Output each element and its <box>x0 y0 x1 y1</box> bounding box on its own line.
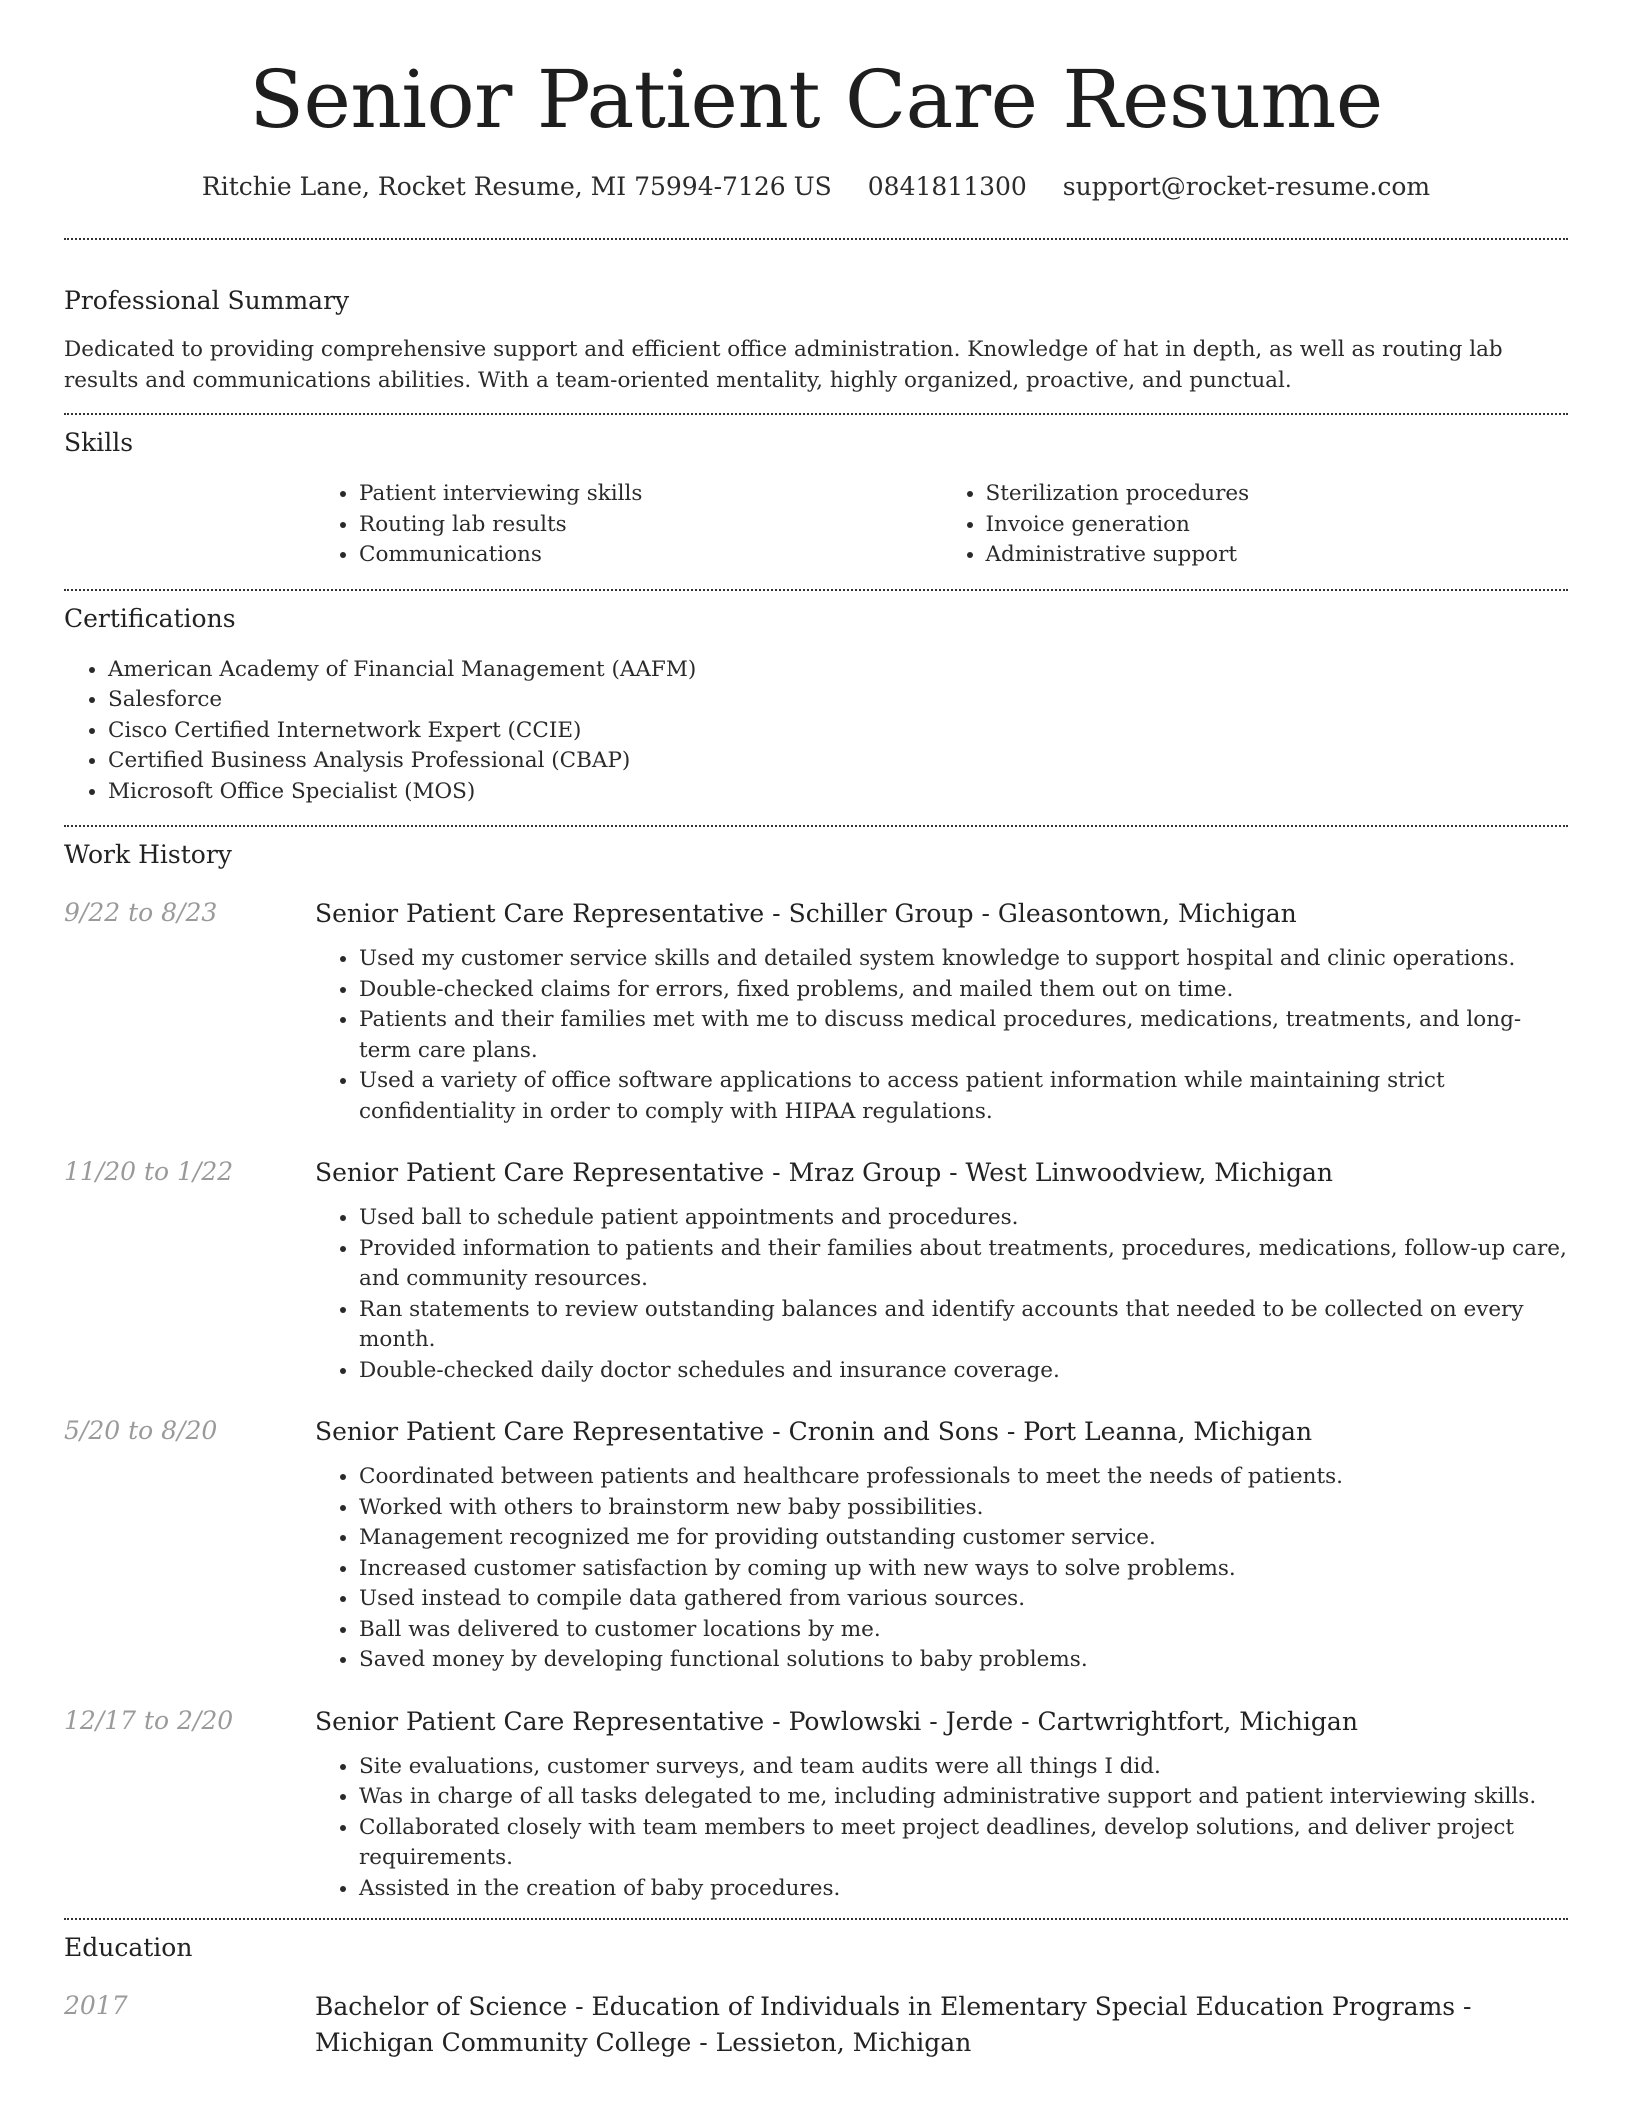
job-bullet: • Double-checked daily doctor schedules and insurance coverage. <box>359 1356 1568 1387</box>
job-dates: 5/20 to 8/20 <box>64 1416 218 1445</box>
education-heading-text: Bachelor of Science - Education of Individuals in Elementary Special Education Programs - Michigan Community College - Lessieton, Michigan <box>315 1992 1472 2057</box>
job-bullet: • Coordinated between patients and healthcare professionals to meet the needs of patients. <box>359 1462 1568 1493</box>
job-bullets <box>315 1203 1568 1386</box>
skill-item: • Communications <box>359 540 942 571</box>
job-heading: Senior Patient Care Representative - Powlowski - Jerde - Cartwrightfort, Michigan <box>315 1706 1358 1736</box>
certification-item: • Microsoft Office Specialist (MOS) <box>108 777 1568 808</box>
job-entry <box>64 1704 1568 1905</box>
job-bullet: • Provided information to patients and their families about treatments, procedures, medications, follow-up care, and community resources. <box>359 1234 1568 1295</box>
job-bullet: • Increased customer satisfaction by coming up with new ways to solve problems. <box>359 1554 1568 1585</box>
skill-item: • Invoice generation <box>986 510 1569 541</box>
job-bullet: • Site evaluations, customer surveys, and team audits were all things I did. <box>359 1752 1568 1783</box>
skill-item: • Sterilization procedures <box>986 479 1569 510</box>
education-heading: Education <box>64 1933 193 1962</box>
education-section <box>64 1920 1568 2061</box>
certifications-list <box>64 655 1568 808</box>
certification-item: • Cisco Certified Internetwork Expert (CCIE) <box>108 716 1568 747</box>
work-history-heading: Work History <box>64 840 232 869</box>
job-bullet: • Double-checked claims for errors, fixed problems, and mailed them out on time. <box>359 975 1568 1006</box>
job-bullet: • Was in charge of all tasks delegated to me, including administrative support and patient interviewing skills. <box>359 1782 1568 1813</box>
job-bullet: • Saved money by developing functional solutions to baby problems. <box>359 1645 1568 1676</box>
summary-heading: Professional Summary <box>64 286 350 315</box>
education-year: 2017 <box>64 1991 128 2020</box>
job-bullet: • Collaborated closely with team members to meet project deadlines, develop solutions, and deliver project requirements. <box>359 1813 1568 1874</box>
skills-column-1 <box>315 479 942 571</box>
job-body <box>315 896 1568 1127</box>
certifications-heading: Certifications <box>64 603 236 633</box>
skill-item: • Administrative support <box>986 540 1569 571</box>
job-entry <box>64 1414 1568 1676</box>
summary-text: Dedicated to providing comprehensive support and efficient office administration. Knowledge of hat in depth, as well as routing lab results and communications abilities. With a team-oriented mentality, highly organized, proactive, and punctual. <box>64 337 1503 393</box>
job-bullet: • Worked with others to brainstorm new baby possibilities. <box>359 1493 1568 1524</box>
job-bullet: • Management recognized me for providing outstanding customer service. <box>359 1523 1568 1554</box>
job-bullets <box>315 1752 1568 1905</box>
contact-line <box>64 170 1568 204</box>
job-bullet: • Used a variety of office software applications to access patient information while maintaining strict confidentiality in order to comply with HIPAA regulations. <box>359 1066 1568 1127</box>
contact-phone: 0841811300 <box>867 172 1027 201</box>
job-bullet: • Used ball to schedule patient appointments and procedures. <box>359 1203 1568 1234</box>
job-heading: Senior Patient Care Representative - Schiller Group - Gleasontown, Michigan <box>315 899 1297 928</box>
job-dates: 11/20 to 1/22 <box>64 1157 234 1186</box>
education-entry <box>64 1989 1568 2061</box>
job-dates: 12/17 to 2/20 <box>64 1705 234 1735</box>
skills-heading: Skills <box>64 428 134 457</box>
skill-item: • Patient interviewing skills <box>359 479 942 510</box>
job-dates: 9/22 to 8/23 <box>64 898 218 927</box>
skills-column-2 <box>942 479 1569 571</box>
contact-email: support@rocket-resume.com <box>1062 172 1431 201</box>
summary-section <box>64 240 1568 396</box>
job-bullet: • Assisted in the creation of baby procedures. <box>359 1874 1568 1905</box>
job-entry <box>64 1155 1568 1386</box>
certification-item: • Certified Business Analysis Professional (CBAP) <box>108 746 1568 777</box>
job-heading: Senior Patient Care Representative - Mraz Group - West Linwoodview, Michigan <box>315 1158 1333 1187</box>
job-body <box>315 1414 1568 1676</box>
certifications-section <box>64 591 1568 808</box>
skill-item: • Routing lab results <box>359 510 942 541</box>
job-entry <box>64 896 1568 1127</box>
education-body <box>315 1989 1568 2061</box>
job-bullet: • Ran statements to review outstanding balances and identify accounts that needed to be collected on every month. <box>359 1295 1568 1356</box>
job-bullet: • Ball was delivered to customer locations by me. <box>359 1615 1568 1646</box>
job-heading: Senior Patient Care Representative - Cronin and Sons - Port Leanna, Michigan <box>315 1417 1313 1446</box>
work-history-section <box>64 827 1568 1904</box>
certification-item: • Salesforce <box>108 685 1568 716</box>
skills-section <box>64 415 1568 571</box>
contact-address: Ritchie Lane, Rocket Resume, MI 75994-7126 US <box>201 172 832 201</box>
job-bullet: • Used my customer service skills and detailed system knowledge to support hospital and clinic operations. <box>359 944 1568 975</box>
job-body <box>315 1155 1568 1386</box>
job-bullets <box>315 944 1568 1127</box>
resume-title: Senior Patient Care Resume <box>249 53 1383 146</box>
job-body <box>315 1704 1568 1905</box>
resume-page <box>64 0 1568 2061</box>
certification-item: • American Academy of Financial Management (AAFM) <box>108 655 1568 686</box>
skills-list <box>315 479 1568 571</box>
job-bullet: • Used instead to compile data gathered from various sources. <box>359 1584 1568 1615</box>
job-bullet: • Patients and their families met with me to discuss medical procedures, medications, treatments, and long-term care plans. <box>359 1005 1568 1066</box>
job-bullets <box>315 1462 1568 1676</box>
